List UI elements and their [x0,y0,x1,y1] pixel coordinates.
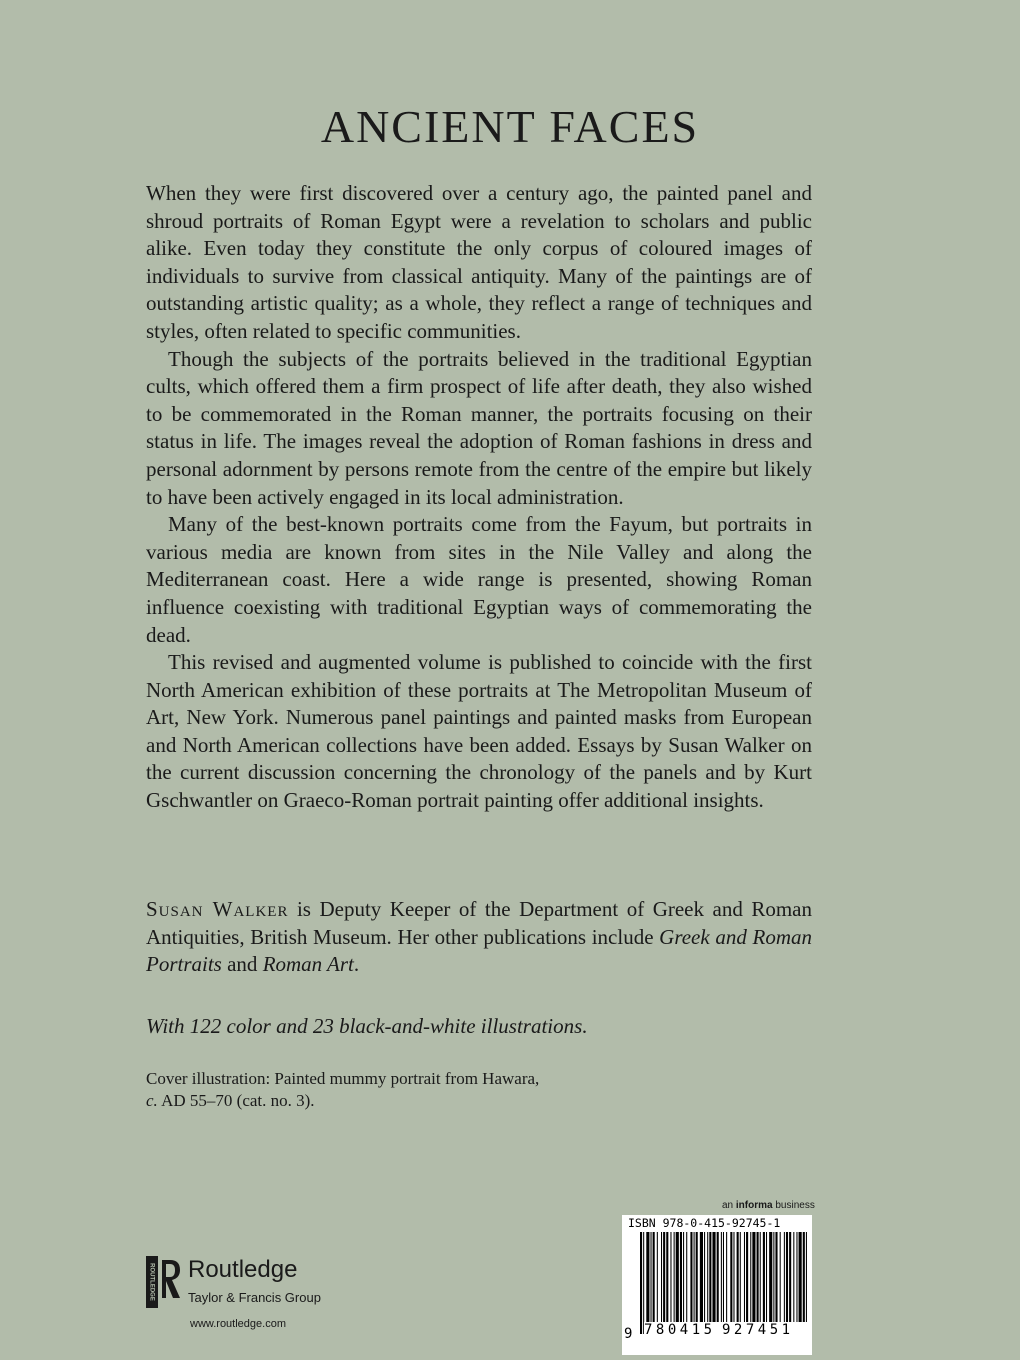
barcode-bar [760,1232,761,1334]
barcode-bar [775,1232,777,1322]
barcode-bar [737,1232,739,1322]
barcode-bar [690,1232,692,1322]
barcode-bar [696,1232,698,1334]
publisher-group: Taylor & Francis Group [188,1290,321,1305]
barcode-bar [674,1232,675,1322]
barcode-bar [723,1232,724,1322]
isbn-barcode [622,1215,812,1355]
author-book-1: Greek and Roman Portraits [146,924,812,977]
barcode-bar [773,1232,774,1322]
barcode-bar [704,1232,705,1322]
barcode-bar [757,1232,759,1334]
barcode-bar [709,1232,711,1322]
barcode-bar [793,1232,794,1322]
barcode-bar [640,1232,642,1334]
barcode-bar [752,1232,755,1322]
publisher-website[interactable]: www.routledge.com [190,1318,286,1330]
blurb-paragraph-3: Many of the best-known portraits come from the Fayum, but portraits in various media are known from sites in the Nile Valley and along the Mediterranean coast. Here a wide range is presented, showing Roman influence coexisting with traditional Egyptian ways of commemorating the dead. [146,512,812,647]
barcode-bar [806,1232,807,1322]
barcode-bar [766,1232,767,1322]
cover-credit-line-1: Cover illustration: Painted mummy portrait from Hawara, [146,1069,540,1088]
blurb [146,180,812,815]
cover-credit-line-2: AD 55–70 (cat. no. 3). [157,1091,315,1110]
barcode-bar [750,1232,751,1322]
barcode-bar [707,1232,708,1322]
author-name: Susan Walker [146,897,289,921]
barcode-bar [686,1232,687,1322]
barcode-bar [670,1232,671,1322]
barcode-bar [733,1232,734,1322]
barcode-bar [744,1232,745,1322]
barcode-bar [784,1232,785,1322]
barcode-bar [740,1232,741,1322]
barcode-bar [676,1232,679,1322]
barcode-bar [769,1232,772,1322]
barcode-bar [730,1232,732,1322]
barcode-bar [694,1232,695,1322]
barcode-bar [712,1232,715,1322]
barcode-bar [717,1232,719,1322]
barcode-bar [661,1232,662,1322]
barcode-bar [651,1232,652,1322]
blurb-paragraph-4: This revised and augmented volume is published to coincide with the first North American exhibition of these portraits at The Metropolitan Museum of Art, New York. Numerous panel paintings and painted masks from European and North American collections have been added. Essays by Susan Walker on the current discussion concerning the chronology of the panels and by Kurt Gschwantler on Graeco-Roman portrait painting offer additional insights. [146,650,812,813]
cover-illustration-credit [146,1068,539,1112]
isbn-label: ISBN 978-0-415-92745-1 [628,1216,781,1230]
author-book-2: Roman Art [262,952,354,977]
barcode-bar [746,1232,748,1322]
barcode-bar [799,1232,802,1322]
blurb-paragraph-1: When they were first discovered over a century ago, the painted panel and shroud portraits of Roman Egypt were a revelation to scholars and public alike. Even today they constitute the only corpus of coloured images of individuals to survive from classical antiquity. Many of the paintings are of outstanding artistic quality; as a whole, they reflect a range of techniques and styles, often related to specific communities. [146,181,812,343]
barcode-bar [786,1232,788,1322]
barcode-bar [657,1232,658,1322]
informa-tagline-bold: informa [735,1200,773,1211]
barcode-bar [780,1232,781,1322]
barcode-bar [721,1232,722,1322]
author-bio-and: and [221,952,263,977]
informa-tagline-pre: an [722,1200,736,1211]
barcode-bar [680,1232,682,1322]
publisher-name: Routledge [188,1256,298,1283]
barcode-bar [796,1232,797,1322]
barcode-bar [653,1232,655,1322]
barcode-bar [763,1232,765,1322]
author-bio-text: is Deputy Keeper of the Department of Greek and Roman Antiquities, British Museum. Her other publications include [146,897,812,949]
barcode-bar [646,1232,649,1322]
blurb-paragraph-2: Though the subjects of the portraits believed in the traditional Egyptian cults, which offered them a firm prospect of life after death, they also wished to be commemorated in the Roman manner, the portraits focusing on their status in life. The images reveal the adoption of Roman fashions in dress and personal adornment by persons remote from the centre of the empire but likely to have been actively engaged in its local administration. [146,346,812,509]
informa-tagline [722,1200,815,1211]
barcode-digits-left: 780415 [644,1322,716,1338]
author-bio [146,896,812,979]
publisher-logo [146,1254,326,1314]
book-title: ANCIENT FACES [320,101,700,152]
barcode-bar [789,1232,791,1322]
illustrations-note: With 122 color and 23 black-and-white illustrations. [146,1014,588,1038]
barcode-bar [643,1232,644,1334]
barcode-bar [803,1232,805,1322]
barcode-bar [663,1232,665,1322]
barcode-bar [700,1232,703,1334]
routledge-logo-icon [146,1254,182,1310]
informa-tagline-post: business [772,1200,815,1211]
barcode-digits-right: 927451 [722,1322,794,1338]
barcode-bar [683,1232,684,1322]
barcode-digit-first: 9 [624,1326,633,1342]
barcode-bar [726,1232,727,1322]
routledge-vertical-mark: ROUTLEDGE [148,1263,155,1301]
cover-credit-circa: c. [146,1091,158,1110]
author-bio-end: . [353,952,360,977]
barcode-bar [666,1232,668,1322]
